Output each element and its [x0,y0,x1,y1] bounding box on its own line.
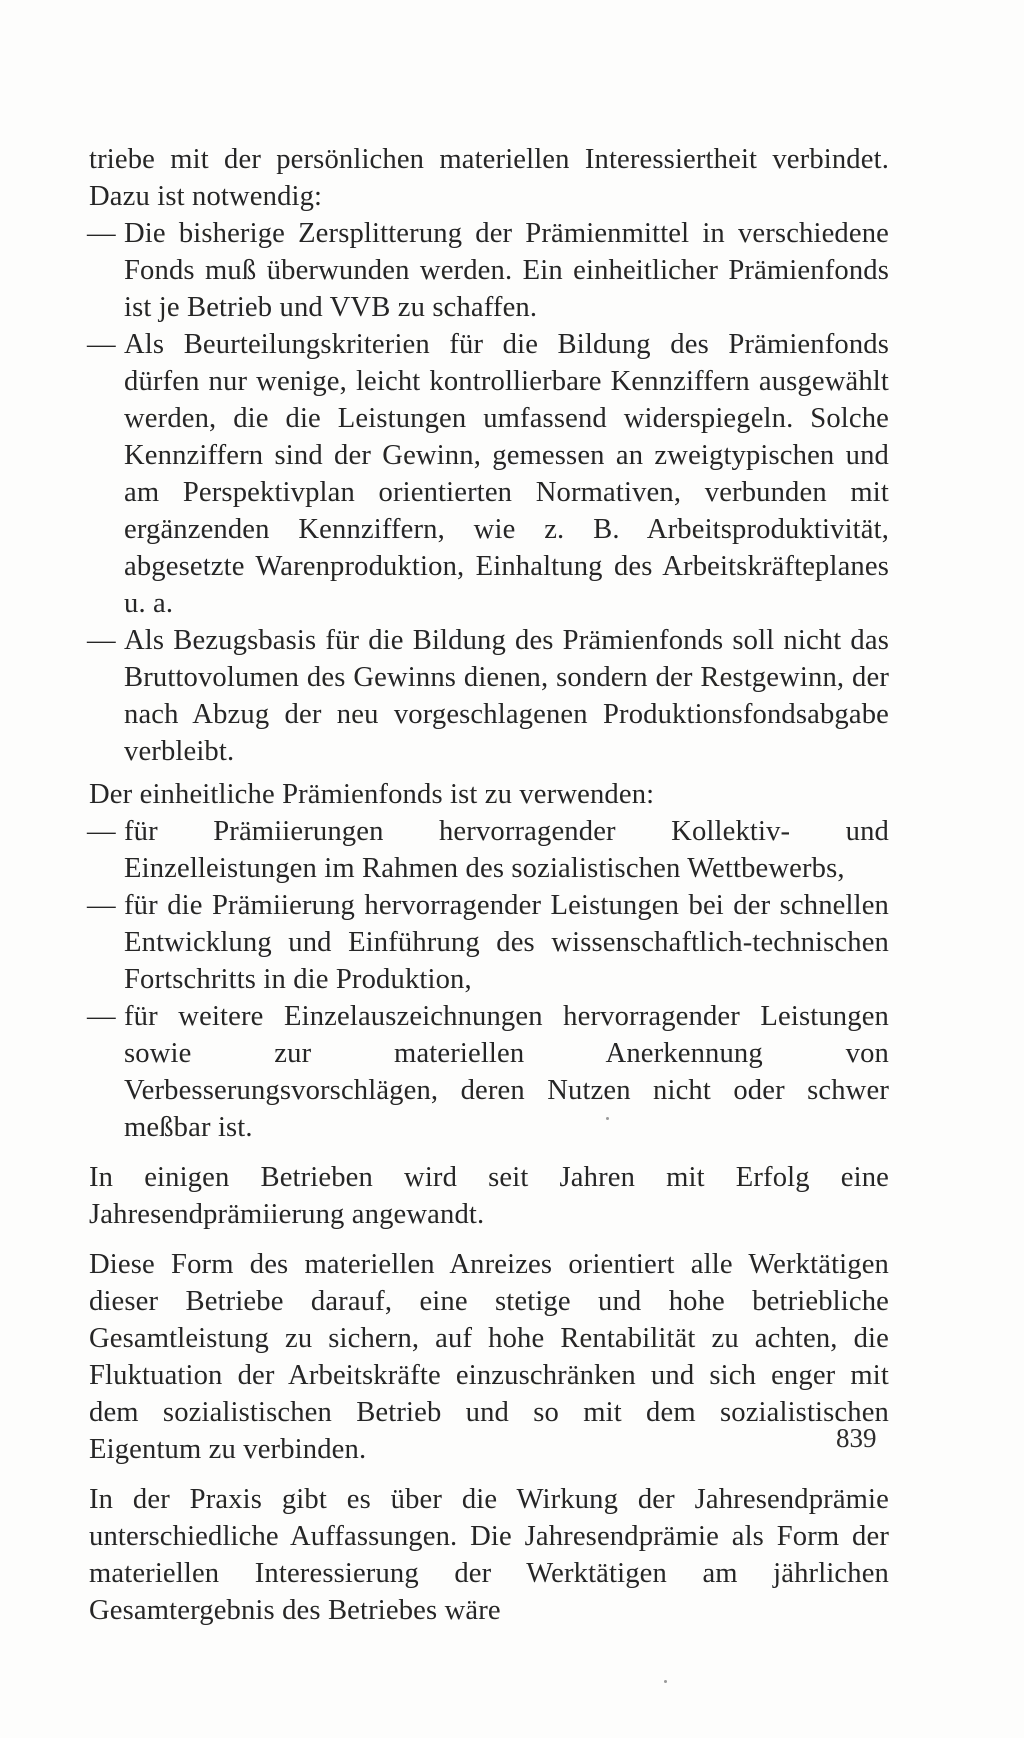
dash-marker: — [87,890,116,921]
paragraph-opening: triebe mit der persönlichen materiellen Interessiertheit verbindet. Dazu ist notwendig: [89,144,889,212]
paragraph-practice: In der Praxis gibt es über die Wirkung der Jahresendprämie unterschiedliche Auffassungen. Die Jahresendprämie als Form der materiellen Interessierung der Werktätigen am jährlichen Gesamtergebnis des Betriebes wäre [89,1484,889,1626]
paragraph-annual-bonus: In einigen Betrieben wird seit Jahren mit Erfolg eine Jahresendprämiierung angewandt. [89,1162,889,1230]
list-item [89,622,889,770]
list-item-text: für die Prämiierung hervorragender Leistungen bei der schnellen Entwicklung und Einführung des wissenschaftlich-technischen Fortschritts in die Produktion, [124,890,889,995]
page-body [89,141,889,1629]
dash-marker: — [87,329,116,360]
paper-speck [606,1117,609,1120]
dash-marker: — [87,816,116,847]
list-item [89,998,889,1146]
list-item [89,813,889,887]
dash-marker: — [87,1001,116,1032]
dash-marker: — [87,625,116,656]
list-item [89,215,889,326]
dash-marker: — [87,218,116,249]
list-item [89,887,889,998]
list-item-text: für Prämiierungen hervorragender Kollektiv- und Einzelleistungen im Rahmen des sozialistischen Wettbewerbs, [124,816,889,884]
list-item-text: Die bisherige Zersplitterung der Prämienmittel in verschiedene Fonds muß überwunden werden. Ein einheitlicher Prämienfonds ist je Betrieb und VVB zu schaffen. [124,218,889,323]
usage-list [89,813,889,1146]
list-item-text: für weitere Einzelauszeichnungen hervorragender Leistungen sowie zur materiellen Anerkennung von Verbesserungsvorschlägen, deren Nutzen nicht oder schwer meßbar ist. [124,1001,889,1143]
paragraph-usage-intro: Der einheitliche Prämienfonds ist zu verwenden: [89,779,655,810]
requirements-list [89,215,889,770]
page-number: 839 [836,1423,877,1453]
paragraph-incentive: Diese Form des materiellen Anreizes orientiert alle Werktätigen dieser Betriebe darauf, eine stetige und hohe betriebliche Gesamtleistung zu sichern, auf hohe Rentabilität zu achten, die Fluktuation der Arbeitskräfte einzuschränken und sich enger mit dem sozialistischen Betrieb und so mit dem sozialistischen Eigentum zu verbinden. [89,1249,889,1465]
list-item-text: Als Bezugsbasis für die Bildung des Prämienfonds soll nicht das Bruttovolumen des Gewinns dienen, sondern der Restgewinn, der nach Abzug der neu vorgeschlagenen Produktionsfondsabgabe verbleibt. [124,625,889,767]
list-item-text: Als Beurteilungskriterien für die Bildung des Prämienfonds dürfen nur wenige, leicht kontrollierbare Kennziffern ausgewählt werden, die die Leistungen umfassend widerspiegeln. Solche Kennziffern sind der Gewinn, gemessen an zweigtypischen und am Perspektivplan orientierten Normativen, verbunden mit ergänzenden Kennziffern, wie z. B. Arbeitsproduktivität, abgesetzte Warenproduktion, Einhaltung des Arbeitskräfteplanes u. a. [124,329,889,619]
paper-speck [664,1680,667,1683]
list-item [89,326,889,622]
